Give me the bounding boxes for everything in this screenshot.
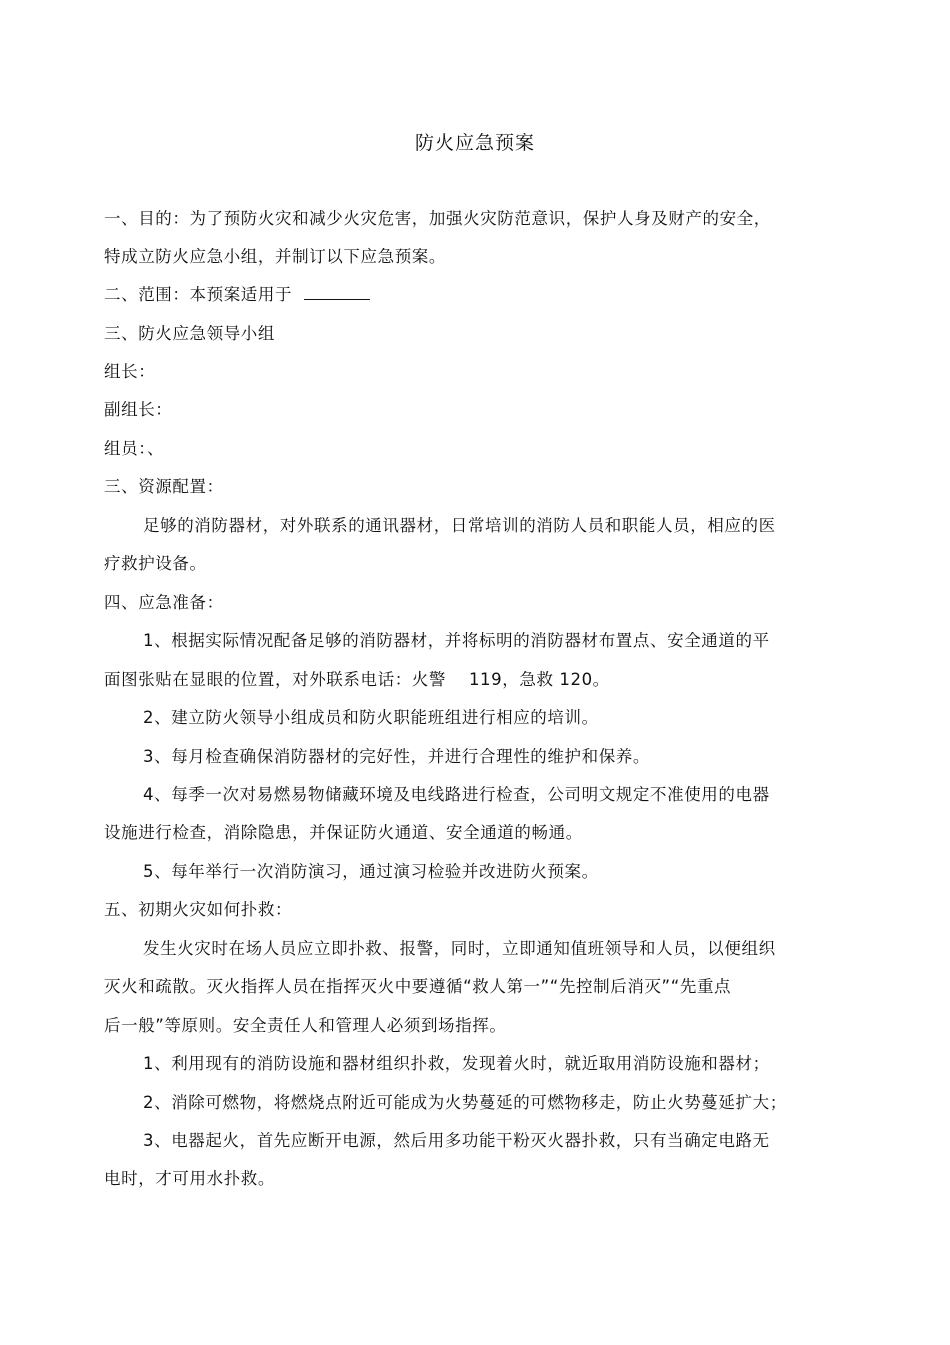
text-line: 疗救护设备。 xyxy=(104,554,207,573)
paragraph-line: 足够的消防器材，对外联系的通讯器材，日常培训的消防人员和职能人员，相应的医 xyxy=(143,516,776,535)
section-heading: 五、初期火灾如何扑救： xyxy=(104,900,293,919)
text-line: 副组长： xyxy=(104,400,173,419)
paragraph-line: 5、每年举行一次消防演习，通过演习检验并改进防火预案。 xyxy=(143,862,599,881)
blank-underline xyxy=(304,283,370,300)
text-line: 三、防火应急领导小组 xyxy=(104,324,275,343)
scope-line xyxy=(104,283,824,307)
paragraph-line: 3、电器起火，首先应断开电源，然后用多功能干粉灭火器扑救，只有当确定电路无 xyxy=(143,1131,770,1150)
text-line: 一、目的：为了预防火灾和减少火灾危害，加强火灾防范意识，保护人身及财产的安全， xyxy=(104,209,771,228)
paragraph-line: 2、消除可燃物，将燃烧点附近可能成为火势蔓延的可燃物移走，防止火势蔓延扩大； xyxy=(143,1093,787,1112)
section-heading: 三、资源配置： xyxy=(104,477,224,496)
paragraph-line: 3、每月检查确保消防器材的完好性，并进行合理性的维护和保养。 xyxy=(143,747,650,766)
text-line: 灭火和疏散。灭火指挥人员在指挥灭火中要遵循“救人第一”“先控制后消灭”“先重点 xyxy=(104,977,732,996)
paragraph-line: 4、每季一次对易燃易物储藏环境及电线路进行检查，公司明文规定不准使用的电器 xyxy=(143,785,770,804)
paragraph-line: 1、根据实际情况配备足够的消防器材，并将标明的消防器材布置点、安全通道的平 xyxy=(143,631,770,650)
paragraph-line: 2、建立防火领导小组成员和防火职能班组进行相应的培训。 xyxy=(143,708,599,727)
text-line: 设施进行检查，消除隐患，并保证防火通道、安全通道的畅通。 xyxy=(104,823,583,842)
document-title: 防火应急预案 xyxy=(414,132,535,154)
text-line: 面图张贴在显眼的位置，对外联系电话：火警 119，急救 120。 xyxy=(104,670,610,689)
section-heading: 四、应急准备： xyxy=(104,593,224,612)
text-line: 特成立防火应急小组，并制订以下应急预案。 xyxy=(104,247,446,266)
text-line: 二、范围：本预案适用于 xyxy=(104,285,293,304)
text-line: 组长： xyxy=(104,362,156,381)
text-line: 组员：、 xyxy=(104,439,165,458)
text-line: 电时，才可用水扑救。 xyxy=(104,1169,275,1188)
paragraph-line: 发生火灾时在场人员应立即扑救、报警，同时，立即通知值班领导和人员，以便组织 xyxy=(143,939,776,958)
text-line: 后一般”等原则。安全责任人和管理人必须到场指挥。 xyxy=(104,1016,507,1035)
paragraph-line: 1、利用现有的消防设施和器材组织扑救，发现着火时，就近取用消防设施和器材； xyxy=(143,1054,770,1073)
